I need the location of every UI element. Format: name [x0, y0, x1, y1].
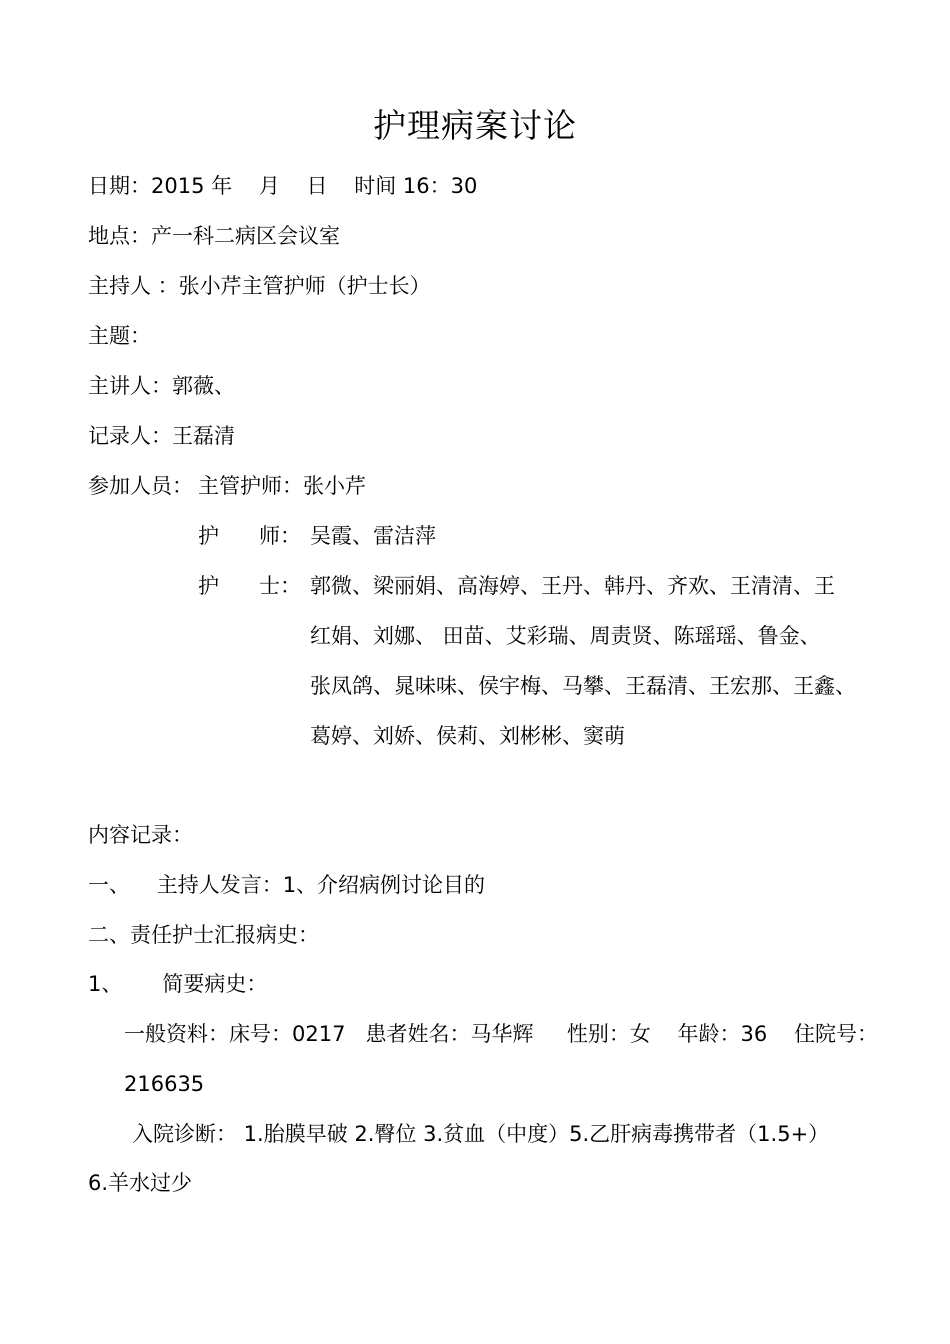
nurse-names-line: 红娟、刘娜、 田苗、艾彩瑞、周责贤、陈瑶瑶、鲁金、	[310, 624, 821, 648]
document-title: 护理病案讨论	[373, 106, 577, 145]
date-line: 日期：2015 年 月 日 时间 16：30	[88, 174, 478, 198]
location-line: 地点：产一科二病区会议室	[88, 224, 340, 248]
section-two: 二、责任护士汇报病史：	[88, 923, 319, 947]
nurse-practitioner-label: 护 师：	[198, 524, 302, 548]
topic-line: 主题：	[88, 324, 151, 348]
speaker-line: 主讲人：郭薇、	[88, 374, 235, 398]
section-one: 一、 主持人发言：1、介绍病例讨论目的	[88, 873, 486, 897]
nurse-names-line: 葛婷、刘娇、侯莉、刘彬彬、窦萌	[310, 724, 625, 748]
nurse-names-line: 张凤鸽、晁味味、侯宇梅、马攀、王磊清、王宏那、王鑫、	[310, 674, 856, 698]
general-info-line: 一般资料：床号：0217 患者姓名：马华辉 性别：女 年龄：36 住院号：	[124, 1022, 878, 1046]
nurse-practitioner-names: 吴霞、雷洁萍	[310, 524, 436, 548]
host-line: 主持人 ：张小芹主管护师（护士长）	[88, 274, 431, 298]
recorder-line: 记录人：王磊清	[88, 424, 235, 448]
attendees-label: 参加人员：	[88, 474, 193, 498]
diagnosis-line: 6.羊水过少	[88, 1171, 193, 1195]
nurse-label: 护 士：	[198, 574, 302, 598]
general-info-line: 216635	[124, 1072, 205, 1096]
attendees-supervisor: 主管护师：张小芹	[198, 474, 366, 498]
diagnosis-line: 入院诊断： 1.胎膜早破 2.臀位 3.贫血（中度）5.乙肝病毒携带者（1.5+）	[132, 1122, 830, 1146]
nurse-names-line: 郭微、梁丽娟、高海婷、王丹、韩丹、齐欢、王清清、王	[310, 574, 835, 598]
content-heading: 内容记录：	[88, 823, 193, 847]
item-one: 1、 简要病史：	[88, 972, 268, 996]
